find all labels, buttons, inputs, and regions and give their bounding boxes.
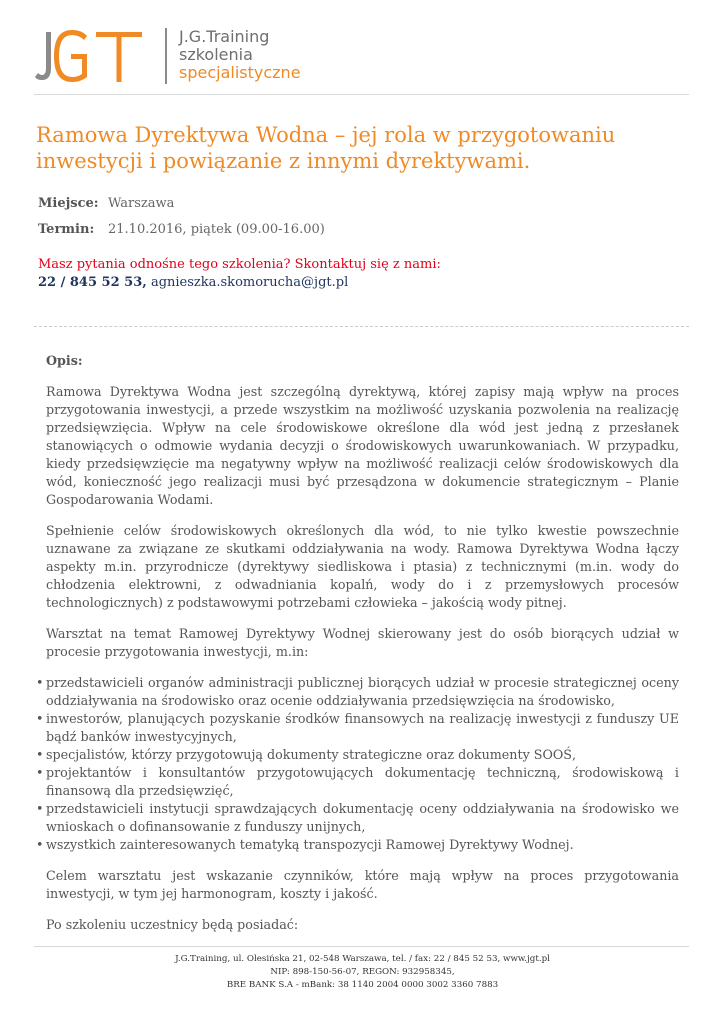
list-item <box>36 800 679 836</box>
logo-tagline <box>179 28 301 82</box>
list-item-text: przedstawicieli instytucji sprawdzających dokumentację oceny oddziaływania na środowisko we wnioskach o dofinansowanie z funduszy unijnych, <box>46 801 679 834</box>
list-item-text: projektantów i konsultantów przygotowujących dokumentację techniczną, środowiskową i finansową dla przedsięwzięć, <box>46 765 679 798</box>
footer-bank-account: BRE BANK S.A - mBank: 38 1140 2004 0000 3002 3360 7883 <box>226 980 499 990</box>
description-paragraph: Spełnienie celów środowiskowych określonych dla wód, to nie tylko kwestie powszechnie uznawane za związane ze skutkami oddziaływania na wody. Ramowa Dyrektywa Wodna łączy aspekty m.in. przyrodnicze (dyrektywy siedliskowa i ptasia) z technicznymi (m.in. wody do chłodzenia elektrowni, z odwadniania kopalń, wody do i z przemysłowych procesów technologicznych) z podstawowymi potrzebami człowieka – jakością wody pitnej. <box>46 523 679 610</box>
bullet-icon: • <box>36 675 44 690</box>
contact-phone: 22 / 845 52 53, <box>38 275 147 290</box>
audience-list <box>36 674 679 854</box>
contact-question: Masz pytania odnośne tego szkolenia? Skontaktuj się z nami: <box>38 257 441 272</box>
list-item <box>36 674 679 710</box>
list-item-text: inwestorów, planujących pozyskanie środków finansowych na realizację inwestycji z funduszy UE bądź banków inwestycyjnych, <box>46 711 679 744</box>
list-item-text: specjalistów, którzy przygotowują dokumenty strategiczne oraz dokumenty SOOŚ, <box>46 747 576 762</box>
footer-company-ids: NIP: 898-150-56-07, REGON: 932958345, <box>270 967 455 977</box>
description-label: Opis: <box>46 353 83 368</box>
date-row <box>38 222 325 238</box>
description-paragraph: Warsztat na temat Ramowej Dyrektywy Wodnej skierowany jest do osób biorących udział w procesie przygotowania inwestycji, m.in: <box>46 626 679 659</box>
bullet-icon: • <box>36 747 44 762</box>
contact-line <box>38 274 348 292</box>
header <box>34 26 689 96</box>
logo-divider <box>165 28 167 84</box>
bullet-icon: • <box>36 765 44 780</box>
place-value: Warszawa <box>108 196 175 211</box>
outcome-intro: Po szkoleniu uczestnicy będą posiadać: <box>46 917 299 932</box>
logo-line-szkolenia: szkolenia <box>179 45 253 64</box>
footer-divider <box>34 946 689 947</box>
bullet-icon: • <box>36 837 44 852</box>
logo-line-company: J.G.Training <box>179 27 270 46</box>
description-paragraph: Ramowa Dyrektywa Wodna jest szczególną dyrektywą, której zapisy mają wpływ na proces przygotowania inwestycji, a przede wszystkim na możliwość uzyskania pozwolenia na realizację przedsięwzięcia. Wpływ na cele środowiskowe określone dla wód jest jedną z przesłanek stanowiących o odmowie wydania decyzji o środowiskowych uwarunkowaniach. W przypadku, kiedy przedsięwzięcie ma negatywny wpływ na możliwość realizacji celów środowiskowych dla wód, konieczność jego realizacji musi być przesądzona w dokumencie strategicznym – Planie Gospodarowania Wodami. <box>46 384 679 507</box>
bullet-icon: • <box>36 801 44 816</box>
description-section <box>36 352 679 947</box>
list-item <box>36 764 679 800</box>
list-item-text: wszystkich zainteresowanych tematyką transpozycji Ramowej Dyrektywy Wodnej. <box>46 837 574 852</box>
list-item <box>36 746 679 764</box>
page-title: Ramowa Dyrektywa Wodna – jej rola w przygotowaniu inwestycji i powiązanie z innymi dyrektywami. <box>36 123 616 173</box>
footer <box>0 953 725 992</box>
date-label: Termin: <box>38 222 95 237</box>
section-divider <box>34 326 689 327</box>
jgt-logo <box>34 26 146 88</box>
footer-address: J.G.Training, ul. Olesińska 21, 02-548 Warszawa, tel. / fax: 22 / 845 52 53, www.jgt.pl <box>175 954 550 964</box>
list-item <box>36 836 679 854</box>
contact-email-link[interactable]: agnieszka.skomorucha@jgt.pl <box>150 275 349 290</box>
header-divider <box>34 94 689 95</box>
logo-line-specjalistyczne: specjalistyczne <box>179 63 301 82</box>
place-label: Miejsce: <box>38 196 99 211</box>
date-value: 21.10.2016, piątek (09.00-16.00) <box>108 222 325 237</box>
goal-paragraph: Celem warsztatu jest wskazanie czynników, które mają wpływ na proces przygotowania inwestycji, w tym jej harmonogram, koszty i jakość. <box>46 868 679 901</box>
place-row <box>38 196 174 212</box>
list-item-text: przedstawicieli organów administracji publicznej biorących udział w procesie strategicznej oceny oddziaływania na środowisko oraz ocenie oddziaływania przedsięwzięcia na środowisko, <box>46 675 679 708</box>
list-item <box>36 710 679 746</box>
bullet-icon: • <box>36 711 44 726</box>
